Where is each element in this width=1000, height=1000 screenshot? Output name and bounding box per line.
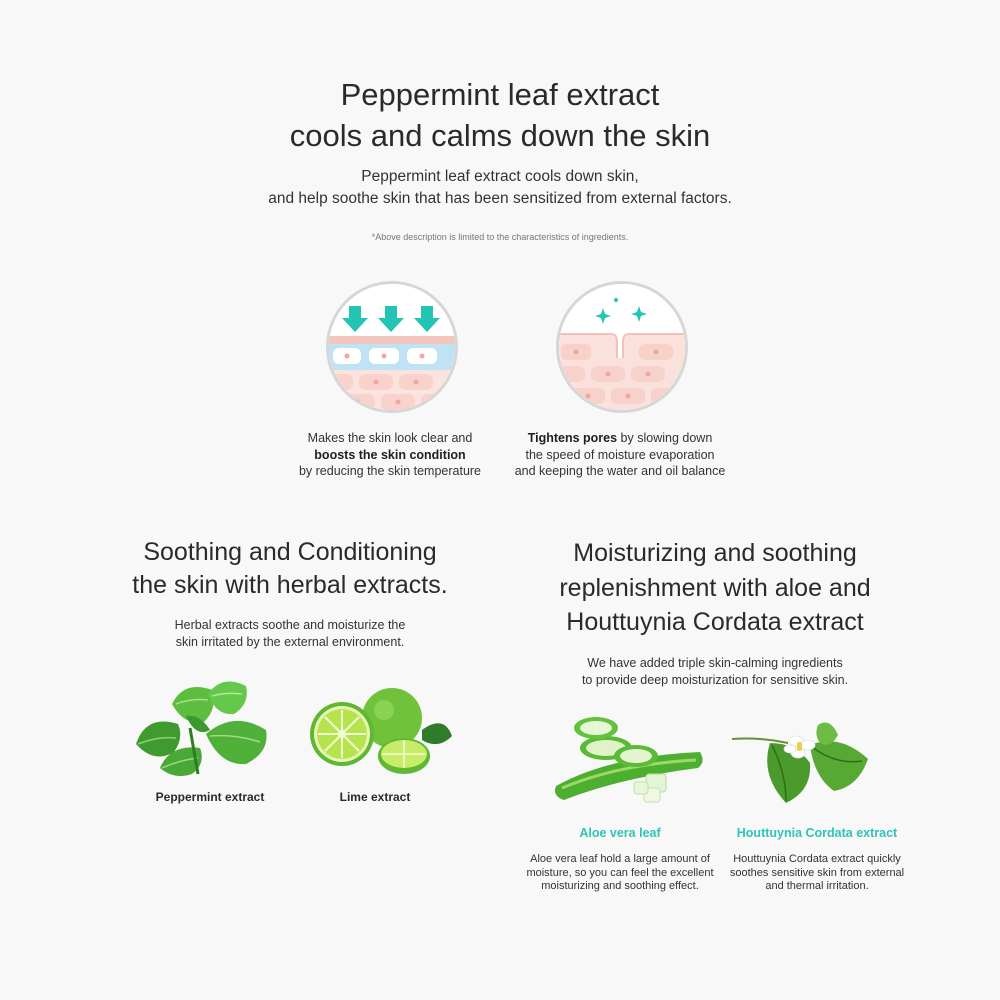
hout-desc-line2: soothes sensitive skin from external <box>729 866 905 879</box>
lime-fruit-image <box>302 680 462 790</box>
section3-title-line1: Moisturizing and soothing <box>573 539 857 567</box>
peppermint-leaves-image <box>126 676 286 786</box>
section1-title-line2: cools and calms down the skin <box>289 118 711 153</box>
cooling-arrows-skin-icon <box>326 281 458 413</box>
hout-desc-line1: Houttuynia Cordata extract quickly <box>733 853 901 865</box>
section2-desc-line1: Herbal extracts soothe and moisturize the <box>174 618 406 632</box>
benefit-right-line2: the speed of moisture evaporation <box>525 447 715 462</box>
aloe-desc-line1: Aloe vera leaf hold a large amount of <box>530 853 710 865</box>
hout-desc-line3: and thermal irritation. <box>765 880 869 892</box>
section3-desc-line2: to provide deep moisturization for sensitive skin. <box>581 673 849 687</box>
section2-description <box>110 617 470 651</box>
section1-title <box>0 74 1000 156</box>
houttuynia-description <box>722 853 912 894</box>
aloe-vera-label: Aloe vera leaf <box>579 826 661 840</box>
disclaimer-note: *Above description is limited to the characteristics of ingredients. <box>371 232 629 242</box>
aloe-vera-description <box>520 853 720 894</box>
benefit-left-text <box>280 430 500 480</box>
aloe-desc-line2: moisture, so you can feel the excellent <box>526 866 714 879</box>
section3-title <box>520 536 910 640</box>
section3-title-line3: Houttuynia Cordata extract <box>566 608 864 636</box>
section1-title-line1: Peppermint leaf extract <box>340 77 660 112</box>
houttuynia-leaf-image <box>730 715 890 815</box>
benefit-right-line1-bold: Tightens pores <box>527 431 618 445</box>
section1-desc-line1: Peppermint leaf extract cools down skin, <box>361 168 639 185</box>
benefit-left-line2-bold: boosts the skin condition <box>314 447 466 462</box>
aloe-vera-image <box>550 712 710 812</box>
section3-title-line2: replenishment with aloe and <box>559 573 871 602</box>
section2-desc-line2: skin irritated by the external environment. <box>175 635 405 649</box>
benefit-left-line3: by reducing the skin temperature <box>298 464 482 478</box>
section2-title <box>90 536 490 602</box>
section2-title-line2: the skin with herbal extracts. <box>132 571 448 599</box>
peppermint-extract-label: Peppermint extract <box>155 790 265 804</box>
aloe-desc-line3: moisturizing and soothing effect. <box>541 880 699 892</box>
benefit-right-line3: and keeping the water and oil balance <box>514 464 726 478</box>
houttuynia-label: Houttuynia Cordata extract <box>736 826 898 840</box>
section1-desc-line2: and help soothe skin that has been sensitized from external factors. <box>268 190 732 207</box>
tightened-pore-sparkle-icon <box>556 281 688 413</box>
section3-description <box>520 655 910 689</box>
section3-desc-line1: We have added triple skin-calming ingredients <box>587 656 843 670</box>
section2-title-line1: Soothing and Conditioning <box>143 538 437 566</box>
benefit-right-line1-rest: by slowing down <box>617 431 713 445</box>
lime-extract-label: Lime extract <box>339 790 411 804</box>
benefit-left-line1: Makes the skin look clear and <box>307 431 473 445</box>
benefit-right-text <box>500 430 740 480</box>
section1-description <box>0 166 1000 210</box>
